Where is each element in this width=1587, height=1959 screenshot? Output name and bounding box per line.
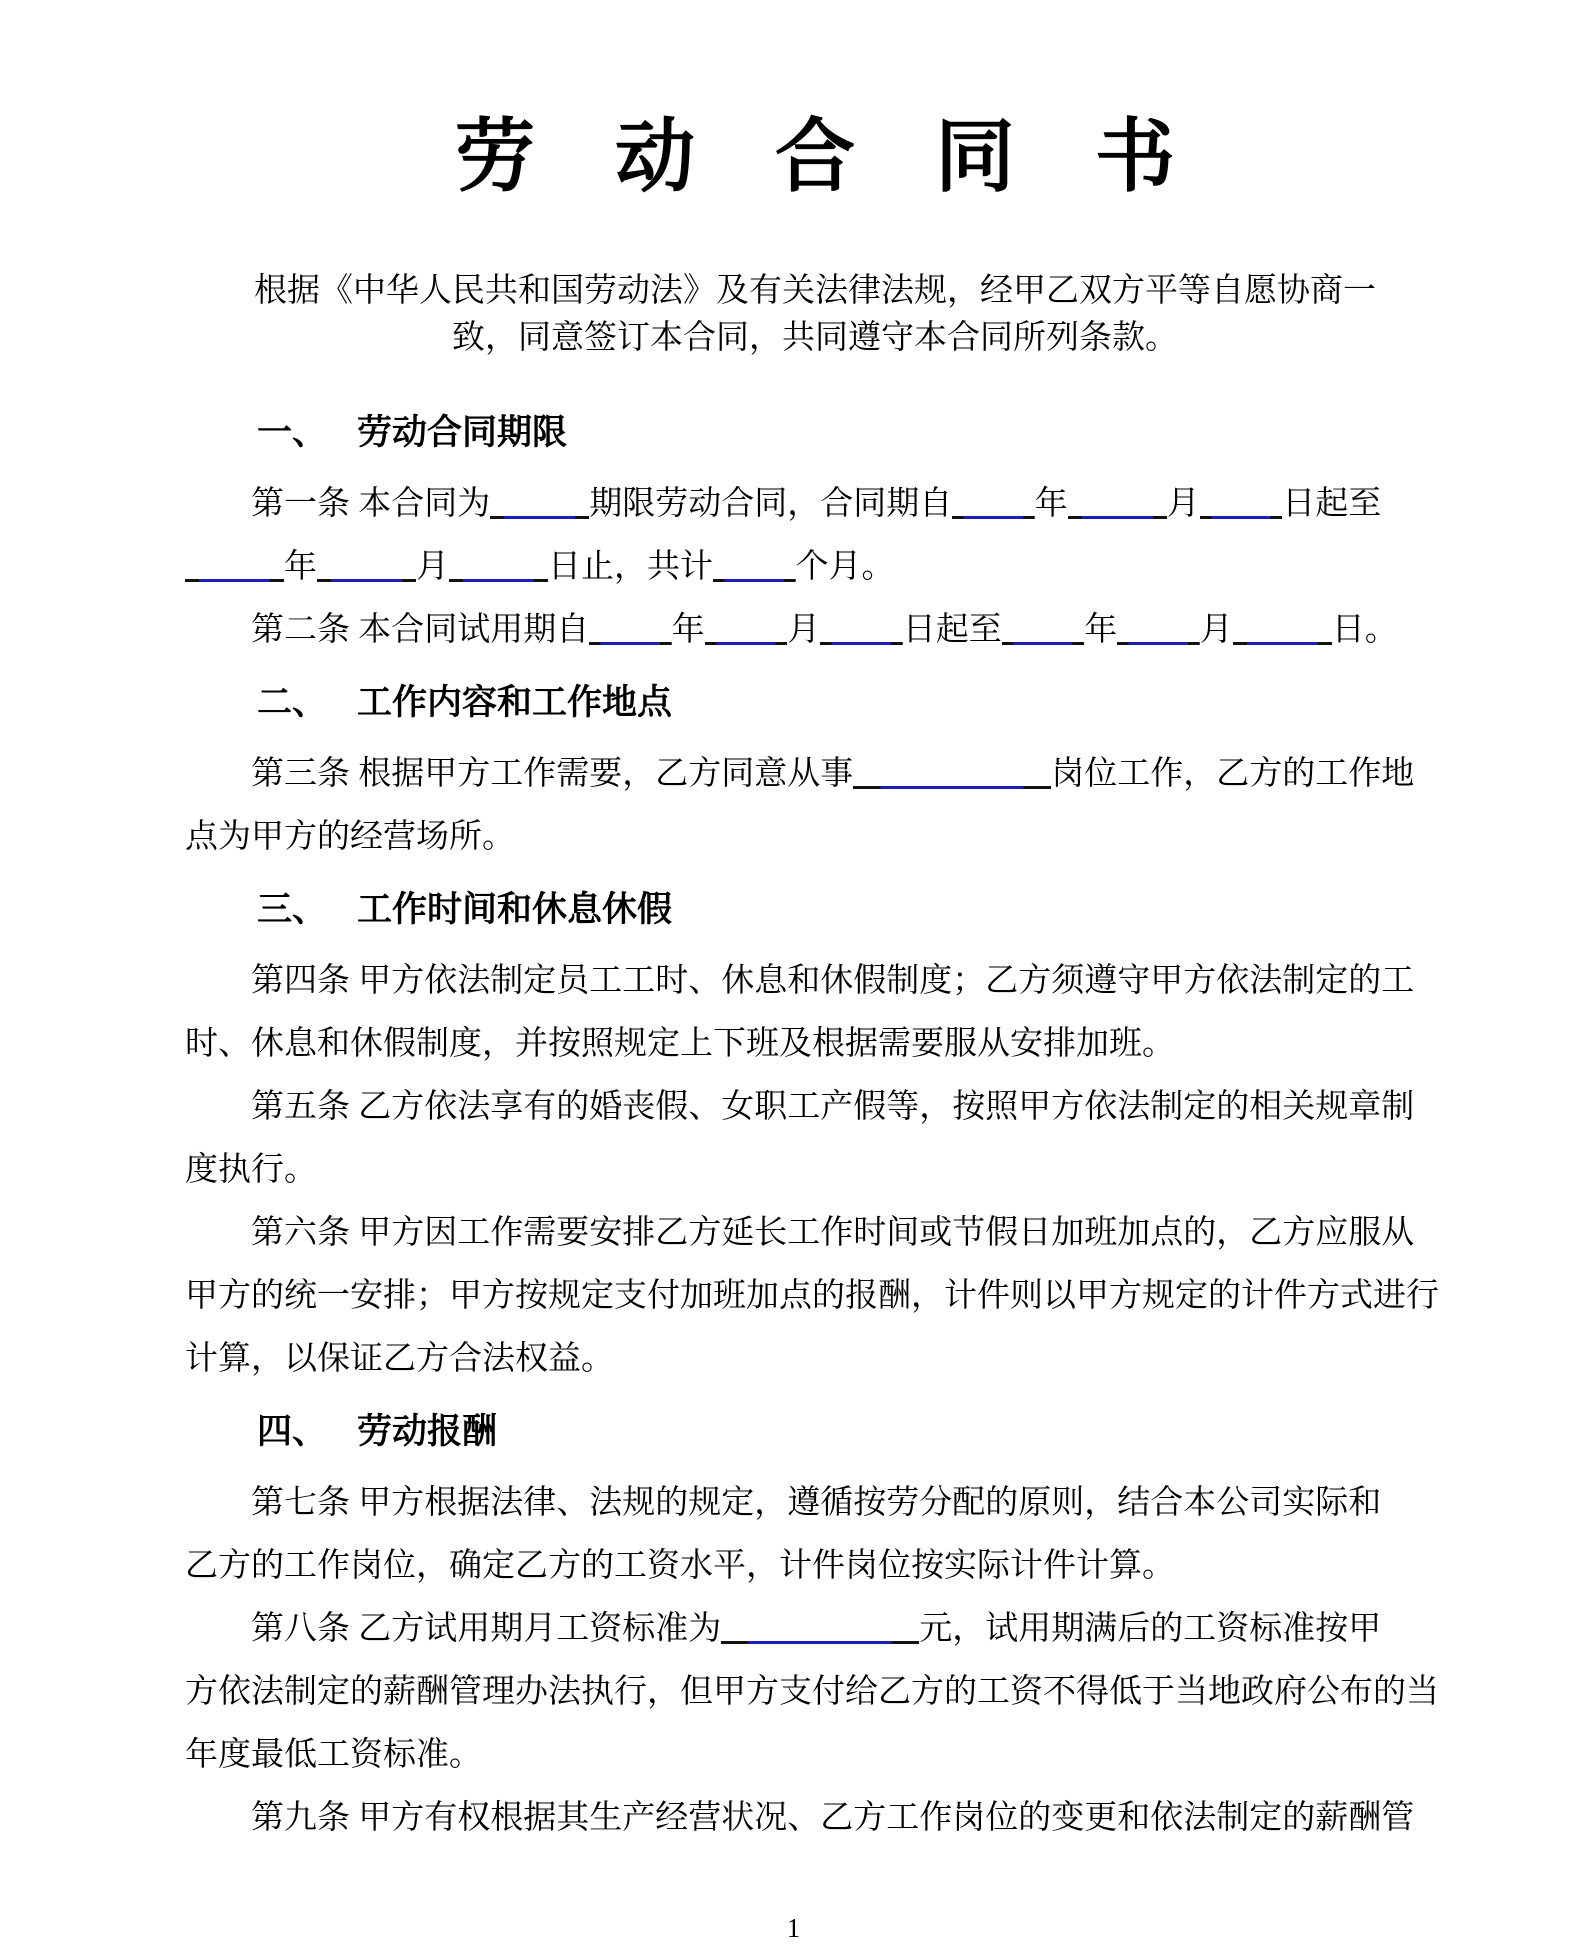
contract-line: 第六条 甲方因工作需要安排乙方延长工作时间或节假日加班加点的，乙方应服从 bbox=[251, 1215, 1415, 1252]
section-heading bbox=[185, 879, 1445, 942]
contract-line: 第二条 本合同试用期自 年 月 日起至 年 月 日。 bbox=[251, 612, 1398, 649]
section-number: 二、 bbox=[257, 683, 328, 724]
contract-line: 乙方的工作岗位，确定乙方的工资水平，计件岗位按实际计件计算。 bbox=[185, 1548, 1175, 1585]
blank-field bbox=[490, 490, 589, 520]
blank-field bbox=[449, 553, 548, 583]
contract-line: 第七条 甲方根据法律、法规的规定，遵循按劳分配的原则，结合本公司实际和 bbox=[251, 1485, 1382, 1522]
section-title: 劳动合同期限 bbox=[357, 413, 568, 454]
blank-field bbox=[589, 616, 672, 646]
blank-field bbox=[1002, 616, 1085, 646]
contract-line: 度执行。 bbox=[185, 1152, 317, 1189]
section-heading bbox=[185, 672, 1445, 735]
contract-line: 第五条 乙方依法享有的婚丧假、女职工产假等，按照甲方依法制定的相关规章制 bbox=[251, 1089, 1415, 1126]
contract-line: 点为甲方的经营场所。 bbox=[185, 819, 515, 856]
contract-line: 第三条 根据甲方工作需要，乙方同意从事 岗位工作，乙方的工作地 bbox=[251, 756, 1415, 793]
contract-line: 计算，以保证乙方合法权益。 bbox=[185, 1341, 614, 1378]
section-title: 工作内容和工作地点 bbox=[357, 683, 673, 724]
contract-line: 年 月 日止，共计 个月。 bbox=[185, 536, 1445, 599]
section-heading bbox=[185, 402, 1445, 465]
blank-field bbox=[1200, 490, 1283, 520]
contract-line: 时、休息和休假制度，并按照规定上下班及根据需要服从安排加班。 bbox=[185, 1026, 1175, 1063]
blank-field bbox=[1068, 490, 1167, 520]
contract-line: 第九条 甲方有权根据其生产经营状况、乙方工作岗位的变更和依法制定的薪酬管 bbox=[251, 1800, 1415, 1837]
blank-field bbox=[317, 553, 416, 583]
contract-body bbox=[185, 402, 1445, 1850]
blank-field bbox=[185, 553, 284, 583]
blank-field bbox=[1233, 616, 1332, 646]
blank-field bbox=[1117, 616, 1200, 646]
page-number: 1 bbox=[786, 1913, 801, 1943]
document-title: 劳动合同书 bbox=[455, 110, 1255, 203]
contract-line: 第一条 本合同为 期限劳动合同，合同期自 年 月 日起至 bbox=[251, 486, 1382, 523]
blank-field bbox=[853, 760, 1051, 790]
contract-line: 第八条 乙方试用期月工资标准为 元，试用期满后的工资标准按甲 bbox=[251, 1611, 1382, 1648]
contract-line: 甲方的统一安排；甲方按规定支付加班加点的报酬，计件则以甲方规定的计件方式进行 bbox=[185, 1278, 1439, 1315]
section-heading bbox=[185, 1401, 1445, 1464]
blank-field bbox=[705, 616, 788, 646]
intro-paragraph bbox=[185, 268, 1445, 362]
contract-line: 第四条 甲方依法制定员工工时、休息和休假制度；乙方须遵守甲方依法制定的工 bbox=[251, 963, 1415, 1000]
blank-field bbox=[952, 490, 1035, 520]
section-title: 工作时间和休息休假 bbox=[357, 890, 673, 931]
contract-line: 年度最低工资标准。 bbox=[185, 1737, 482, 1774]
section-title: 劳动报酬 bbox=[357, 1412, 498, 1453]
blank-field bbox=[820, 616, 903, 646]
section-number: 三、 bbox=[257, 890, 328, 931]
blank-field bbox=[713, 553, 796, 583]
section-number: 四、 bbox=[257, 1412, 328, 1453]
blank-field bbox=[721, 1615, 919, 1645]
intro-line: 致，同意签订本合同，共同遵守本合同所列条款。 bbox=[452, 320, 1178, 357]
contract-line: 方依法制定的薪酬管理办法执行，但甲方支付给乙方的工资不得低于当地政府公布的当 bbox=[185, 1674, 1439, 1711]
section-number: 一、 bbox=[257, 413, 328, 454]
intro-line: 根据《中华人民共和国劳动法》及有关法律法规，经甲乙双方平等自愿协商一 bbox=[254, 273, 1376, 310]
